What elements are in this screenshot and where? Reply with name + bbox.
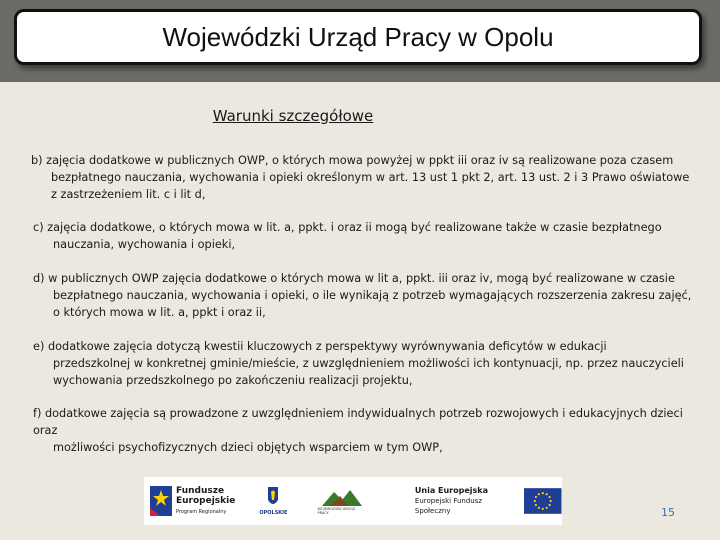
page-title: Wojewódzki Urząd Pracy w Opolu [162, 21, 554, 52]
eu-star [542, 492, 544, 494]
eu-star [538, 507, 540, 509]
fe-line-2: Europejskie [176, 495, 236, 506]
ue-line-2: Europejski Fundusz Społeczny [414, 497, 483, 515]
paragraph-d [33, 270, 703, 321]
eu-star [542, 508, 544, 510]
paragraph-d-line-1: d) w publicznych OWP zajęcia dodatkowe o których mowa w lit a, ppkt. iii oraz iv, mogą być realizowane w czasie [33, 272, 675, 285]
eu-flag-icon [524, 488, 562, 514]
ue-line-1: Unia Europejska [414, 486, 488, 495]
paragraph-f-line-1: f) dodatkowe zajęcia są prowadzone z uwzględnieniem indywidualnych potrzeb rozwojowych i edukacyjnych dzieci oraz [33, 407, 683, 437]
eu-star [550, 500, 552, 502]
wup-logo [317, 488, 366, 515]
funding-logos-strip [144, 477, 562, 525]
ue-text [415, 486, 519, 516]
page-number: 15 [661, 506, 675, 519]
eu-star [549, 496, 551, 498]
paragraph-f-line-2: możliwości psychofizycznych dzieci objętych wsparciem w tym OWP, [53, 441, 443, 454]
paragraph-e [33, 338, 703, 389]
eu-star [546, 507, 548, 509]
section-subtitle-row [0, 106, 720, 125]
fe-star-icon [150, 486, 172, 516]
paragraph-d-line-2: bezpłatnego nauczania, wychowania i opieki, o ile wynikają z potrzeb wymagających rozszerzenia zakresu zajęć, [53, 289, 692, 302]
fe-text [176, 486, 235, 517]
paragraph-e-line-3: wychowania przedszkolnego po zakończeniu realizacji projektu, [53, 374, 413, 387]
opolskie-text: OPOLSKIE [259, 510, 288, 516]
opolskie-logo [259, 486, 287, 516]
eu-star [534, 500, 536, 502]
wup-text: WOJEWÓDZKI URZĄD PRACY [317, 506, 356, 515]
section-subtitle: Warunki szczegółowe [212, 107, 374, 125]
eu-star [535, 504, 537, 506]
paragraph-b-line-1: b) zajęcia dodatkowe w publicznych OWP, o których mowa powyżej w ppkt iii oraz iv są realizowane poza czasem [31, 154, 674, 167]
paragraph-c [33, 219, 703, 253]
paragraph-b-line-2: bezpłatnego nauczania, wychowania i opieki określonym w art. 13 ust 1 pkt 2, art. 13 ust. 2 i 3 Prawo oświatowe [51, 171, 690, 184]
eu-star [538, 493, 540, 495]
fundusze-europejskie-logo [150, 486, 235, 517]
paragraph-f [33, 405, 703, 456]
paragraph-d-line-3: o których mowa w lit. a, ppkt i oraz ii, [53, 306, 266, 319]
paragraph-b-line-3: z zastrzeżeniem lit. c i lit d, [51, 188, 206, 201]
fe-line-3: Program Regionalny [176, 508, 227, 515]
eu-logo [415, 486, 562, 516]
paragraph-c-line-2: nauczania, wychowania i opieki, [53, 238, 236, 251]
paragraph-e-line-2: przedszkolnej w konkretnej gminie/mieście, z uwzględnieniem możliwości ich kontynuacji, np. przez nauczycieli [53, 357, 684, 370]
fe-line-1: Fundusze [176, 485, 225, 496]
opolskie-crest-icon [267, 486, 279, 508]
eu-star [535, 496, 537, 498]
paragraph-c-line-1: c) zajęcia dodatkowe, o których mowa w lit. a, ppkt. i oraz ii mogą być realizowane także w czasie bezpłatnego [33, 221, 662, 234]
title-box [14, 9, 702, 65]
eu-star [546, 493, 548, 495]
eu-star [549, 504, 551, 506]
wup-mountains-icon [322, 488, 362, 506]
paragraph-e-line-1: e) dodatkowe zajęcia dotyczą kwestii kluczowych z perspektywy wyrównywania deficytów w edukacji [33, 340, 607, 353]
paragraph-b [31, 152, 703, 203]
